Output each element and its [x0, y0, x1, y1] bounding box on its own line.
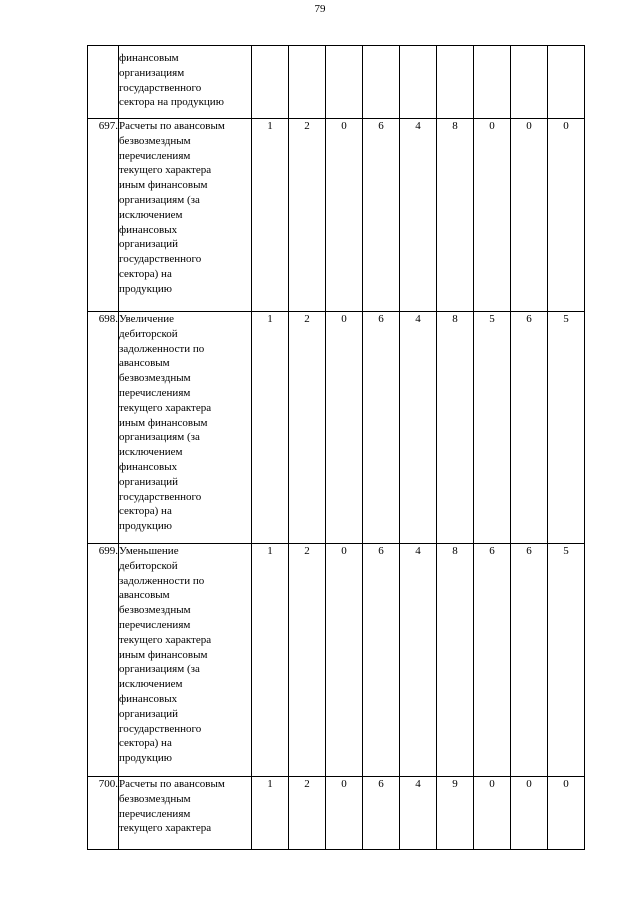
table-row	[88, 312, 585, 544]
code-digit: 5	[474, 312, 511, 544]
code-digit: 2	[289, 312, 326, 544]
table-row	[88, 777, 585, 850]
code-digit: 5	[548, 544, 585, 777]
code-digit	[326, 46, 363, 119]
code-digit: 6	[363, 119, 400, 312]
code-digit: 0	[326, 544, 363, 777]
accounts-table	[87, 45, 585, 850]
code-digit: 0	[511, 777, 548, 850]
code-digit	[289, 46, 326, 119]
code-digit	[363, 46, 400, 119]
code-digit: 0	[548, 119, 585, 312]
page-number: 79	[314, 3, 326, 15]
code-digit	[252, 46, 289, 119]
code-digit: 8	[437, 119, 474, 312]
code-digit: 9	[437, 777, 474, 850]
row-description: Уменьшение дебиторской задолженности по авансовым безвозмездным перечислениям текущего характера иным финансовым организациям (за исключением финансовых организаций государственного сектора) на продукцию	[119, 544, 252, 777]
row-description: Расчеты по авансовым безвозмездным перечислениям текущего характера	[119, 777, 252, 850]
code-digit: 6	[511, 312, 548, 544]
code-digit: 1	[252, 119, 289, 312]
code-digit	[437, 46, 474, 119]
row-description: Увеличение дебиторской задолженности по авансовым безвозмездным перечислениям текущего характера иным финансовым организациям (за исключением финансовых организаций государственного сектора) на продукцию	[119, 312, 252, 544]
row-description: финансовым организациям государственного сектора на продукцию	[119, 46, 252, 119]
row-number: 697.	[88, 119, 119, 312]
code-digit: 2	[289, 544, 326, 777]
code-digit: 4	[400, 312, 437, 544]
code-digit: 0	[474, 777, 511, 850]
code-digit: 1	[252, 312, 289, 544]
code-digit: 8	[437, 544, 474, 777]
code-digit	[511, 46, 548, 119]
code-digit: 0	[511, 119, 548, 312]
code-digit: 8	[437, 312, 474, 544]
code-digit: 2	[289, 777, 326, 850]
code-digit: 4	[400, 119, 437, 312]
code-digit: 5	[548, 312, 585, 544]
row-number: 699.	[88, 544, 119, 777]
code-digit: 4	[400, 777, 437, 850]
code-digit: 6	[474, 544, 511, 777]
code-digit: 1	[252, 777, 289, 850]
code-digit	[548, 46, 585, 119]
code-digit: 0	[474, 119, 511, 312]
code-digit: 2	[289, 119, 326, 312]
code-digit: 6	[363, 312, 400, 544]
row-number	[88, 46, 119, 119]
row-number: 700.	[88, 777, 119, 850]
code-digit: 0	[326, 312, 363, 544]
code-digit: 4	[400, 544, 437, 777]
code-digit: 0	[326, 119, 363, 312]
row-description: Расчеты по авансовым безвозмездным перечислениям текущего характера иным финансовым организациям (за исключением финансовых организаций государственного сектора) на продукцию	[119, 119, 252, 312]
code-digit: 0	[548, 777, 585, 850]
table-row	[88, 46, 585, 119]
code-digit	[400, 46, 437, 119]
code-digit: 6	[511, 544, 548, 777]
code-digit	[474, 46, 511, 119]
code-digit: 6	[363, 544, 400, 777]
code-digit: 0	[326, 777, 363, 850]
code-digit: 1	[252, 544, 289, 777]
table-row	[88, 544, 585, 777]
code-digit: 6	[363, 777, 400, 850]
table-row	[88, 119, 585, 312]
row-number: 698.	[88, 312, 119, 544]
